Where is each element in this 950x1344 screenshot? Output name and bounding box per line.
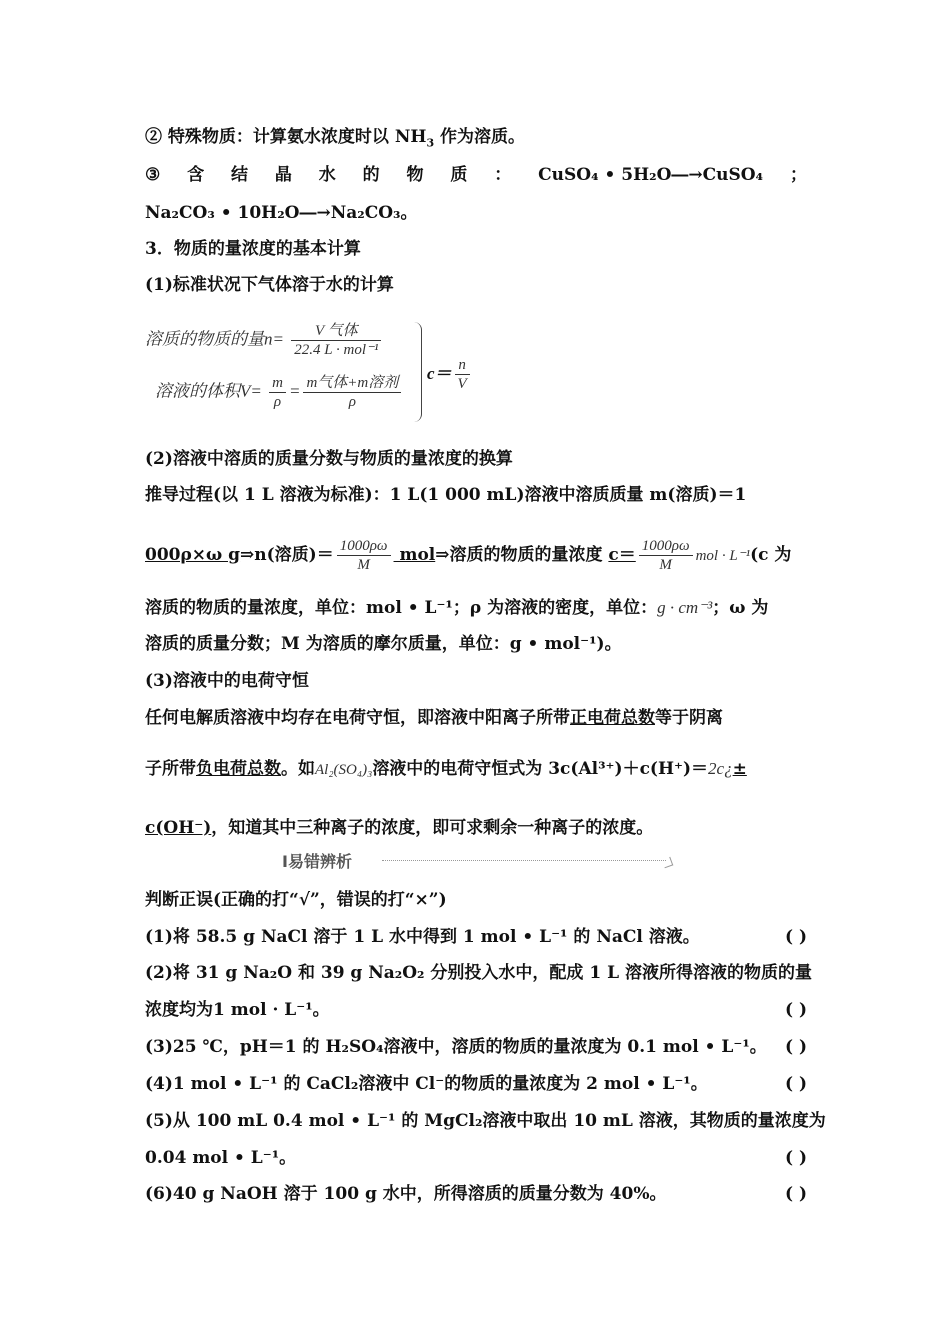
error-analysis-divider <box>282 849 672 871</box>
derivation-line-4: 溶质的质量分数；M 为溶质的摩尔质量，单位：g • mol⁻¹)。 <box>145 634 622 654</box>
fraction: $\frac{1000\rho\omega}{M}$ <box>639 537 693 574</box>
text: 作为溶质。 <box>434 127 526 147</box>
word: 质 <box>450 165 468 185</box>
fraction: $\frac{n}{V}$ <box>455 356 470 393</box>
na2co3-line: Na₂CO₃ • 10H₂O―→Na₂CO₃。 <box>145 203 418 223</box>
answer-blank[interactable]: ( ) <box>784 1184 807 1204</box>
answer-blank[interactable]: ( ) <box>784 1000 807 1020</box>
answer-blank[interactable]: ( ) <box>784 927 807 947</box>
fraction: $\frac{m}{\rho}$ <box>269 374 286 411</box>
divider-end <box>662 857 674 869</box>
underlined-text: 000ρ×ω g <box>145 545 241 565</box>
judge-item-5: (5)从 100 mL 0.4 mol • L⁻¹ 的 MgCl₂溶液中取出 10 mL 溶液，其物质的量浓度为 <box>145 1111 826 1131</box>
derivation-line-3: 溶质的物质的量浓度，单位：mol • L⁻¹；ρ 为溶液的密度，单位：g · cm⁻³；ω 为 <box>145 598 769 618</box>
charge-line-2: 子所带负电荷总数。如Al₂(SO₄)₃溶液中的电荷守恒式为 3c(Al³⁺)＋c(H⁺)＝2c¿± <box>145 759 747 779</box>
dotted-rule <box>382 860 666 861</box>
concentration-result: c＝ $\frac{n}{V}$ <box>427 356 473 393</box>
word: 结 <box>231 165 248 185</box>
word: 的 <box>362 165 380 185</box>
word: 水 <box>318 165 336 185</box>
fraction: $\frac{\text{m气体+m溶剂}}{\rho}$ <box>303 374 401 411</box>
formula-label: 溶质的物质的量n= <box>145 329 284 349</box>
fraction: $\frac{1000\rho\omega}{M}$ <box>337 537 391 574</box>
divider-label: Ⅰ易错辨析 <box>282 852 352 871</box>
judge-item-2: (2)将 31 g Na₂O 和 39 g Na₂O₂ 分别投入水中，配成 1 L 溶液所得溶液的物质的量 <box>145 963 812 983</box>
judge-item-2-cont: 浓度均为1 mol · L⁻¹。 ( ) <box>145 1000 807 1020</box>
answer-blank[interactable]: ( ) <box>784 1148 807 1168</box>
judge-item-5-cont: 0.04 mol • L⁻¹。 ( ) <box>145 1148 807 1168</box>
derivation-line-1: 推导过程(以 1 L 溶液为标准)：1 L(1 000 mL)溶液中溶质质量 m(溶质)＝1 <box>145 485 747 505</box>
word: 含 <box>187 165 205 185</box>
subscript: 3 <box>426 136 435 150</box>
subsection-1-heading: (1)标准状况下气体溶于水的计算 <box>145 275 394 295</box>
answer-blank[interactable]: ( ) <box>784 1037 807 1057</box>
text: ② 特殊物质：计算氨水浓度时以 NH <box>145 127 427 147</box>
derivation-line-2: 000ρ×ω g⇒n(溶质)＝ $\frac{1000\rho\omega}{M}$ mol⇒溶质的物质的量浓度 c＝ $\frac{1000\rho\omega}{M}$ mol · L⁻¹(c 为 <box>145 538 792 573</box>
subsection-2-heading: (2)溶液中溶质的质量分数与物质的量浓度的换算 <box>145 449 513 469</box>
charge-line-1: 任何电解质溶液中均存在电荷守恒，即溶液中阳离子所带正电荷总数等于阴离 <box>145 708 723 728</box>
judge-item-6: (6)40 g NaOH 溶于 100 g 水中，所得溶质的质量分数为 40%。 ( ) <box>145 1184 807 1204</box>
fraction: $\frac{\text{V 气体}}{\text{22.4 L · mol⁻¹}}$ <box>291 322 381 359</box>
formula-label: 溶液的体积V= <box>155 381 262 401</box>
section-heading-3: 3．物质的量浓度的基本计算 <box>145 239 361 259</box>
gas-dissolution-formula: 溶质的物质的量n= $\frac{\text{V 气体}}{\text{22.4 L · mol⁻¹}}$ 溶液的体积V= $\frac{m}{\rho}$ = $\frac{\text{m气体+m溶剂}}{\rho}$ c＝ $\frac{n}{V}$ <box>145 318 505 426</box>
word: 晶 <box>274 165 292 185</box>
right-brace <box>413 322 422 422</box>
judge-item-4: (4)1 mol • L⁻¹ 的 CaCl₂溶液中 Cl⁻的物质的量浓度为 2 mol • L⁻¹。 ( ) <box>145 1074 807 1094</box>
special-substance-line <box>145 126 807 154</box>
word: CuSO₄ • 5H₂O―→CuSO₄ <box>538 165 764 185</box>
answer-blank[interactable]: ( ) <box>784 1074 807 1094</box>
word: ： <box>494 165 512 185</box>
judge-intro: 判断正误(正确的打“√”，错误的打“×”) <box>145 890 447 910</box>
crystal-water-line <box>145 164 807 186</box>
judge-item-1: (1)将 58.5 g NaCl 溶于 1 L 水中得到 1 mol • L⁻¹ 的 NaCl 溶液。 ( ) <box>145 927 807 947</box>
charge-line-3: c(OH⁻)，知道其中三种离子的浓度，即可求剩余一种离子的浓度。 <box>145 818 654 838</box>
word: 物 <box>406 165 424 185</box>
word: ③ <box>145 165 161 185</box>
subsection-3-heading: (3)溶液中的电荷守恒 <box>145 671 309 691</box>
word: ； <box>789 165 807 185</box>
judge-item-3: (3)25 ℃，pH＝1 的 H₂SO₄溶液中，溶质的物质的量浓度为 0.1 mol • L⁻¹。 ( ) <box>145 1037 807 1057</box>
